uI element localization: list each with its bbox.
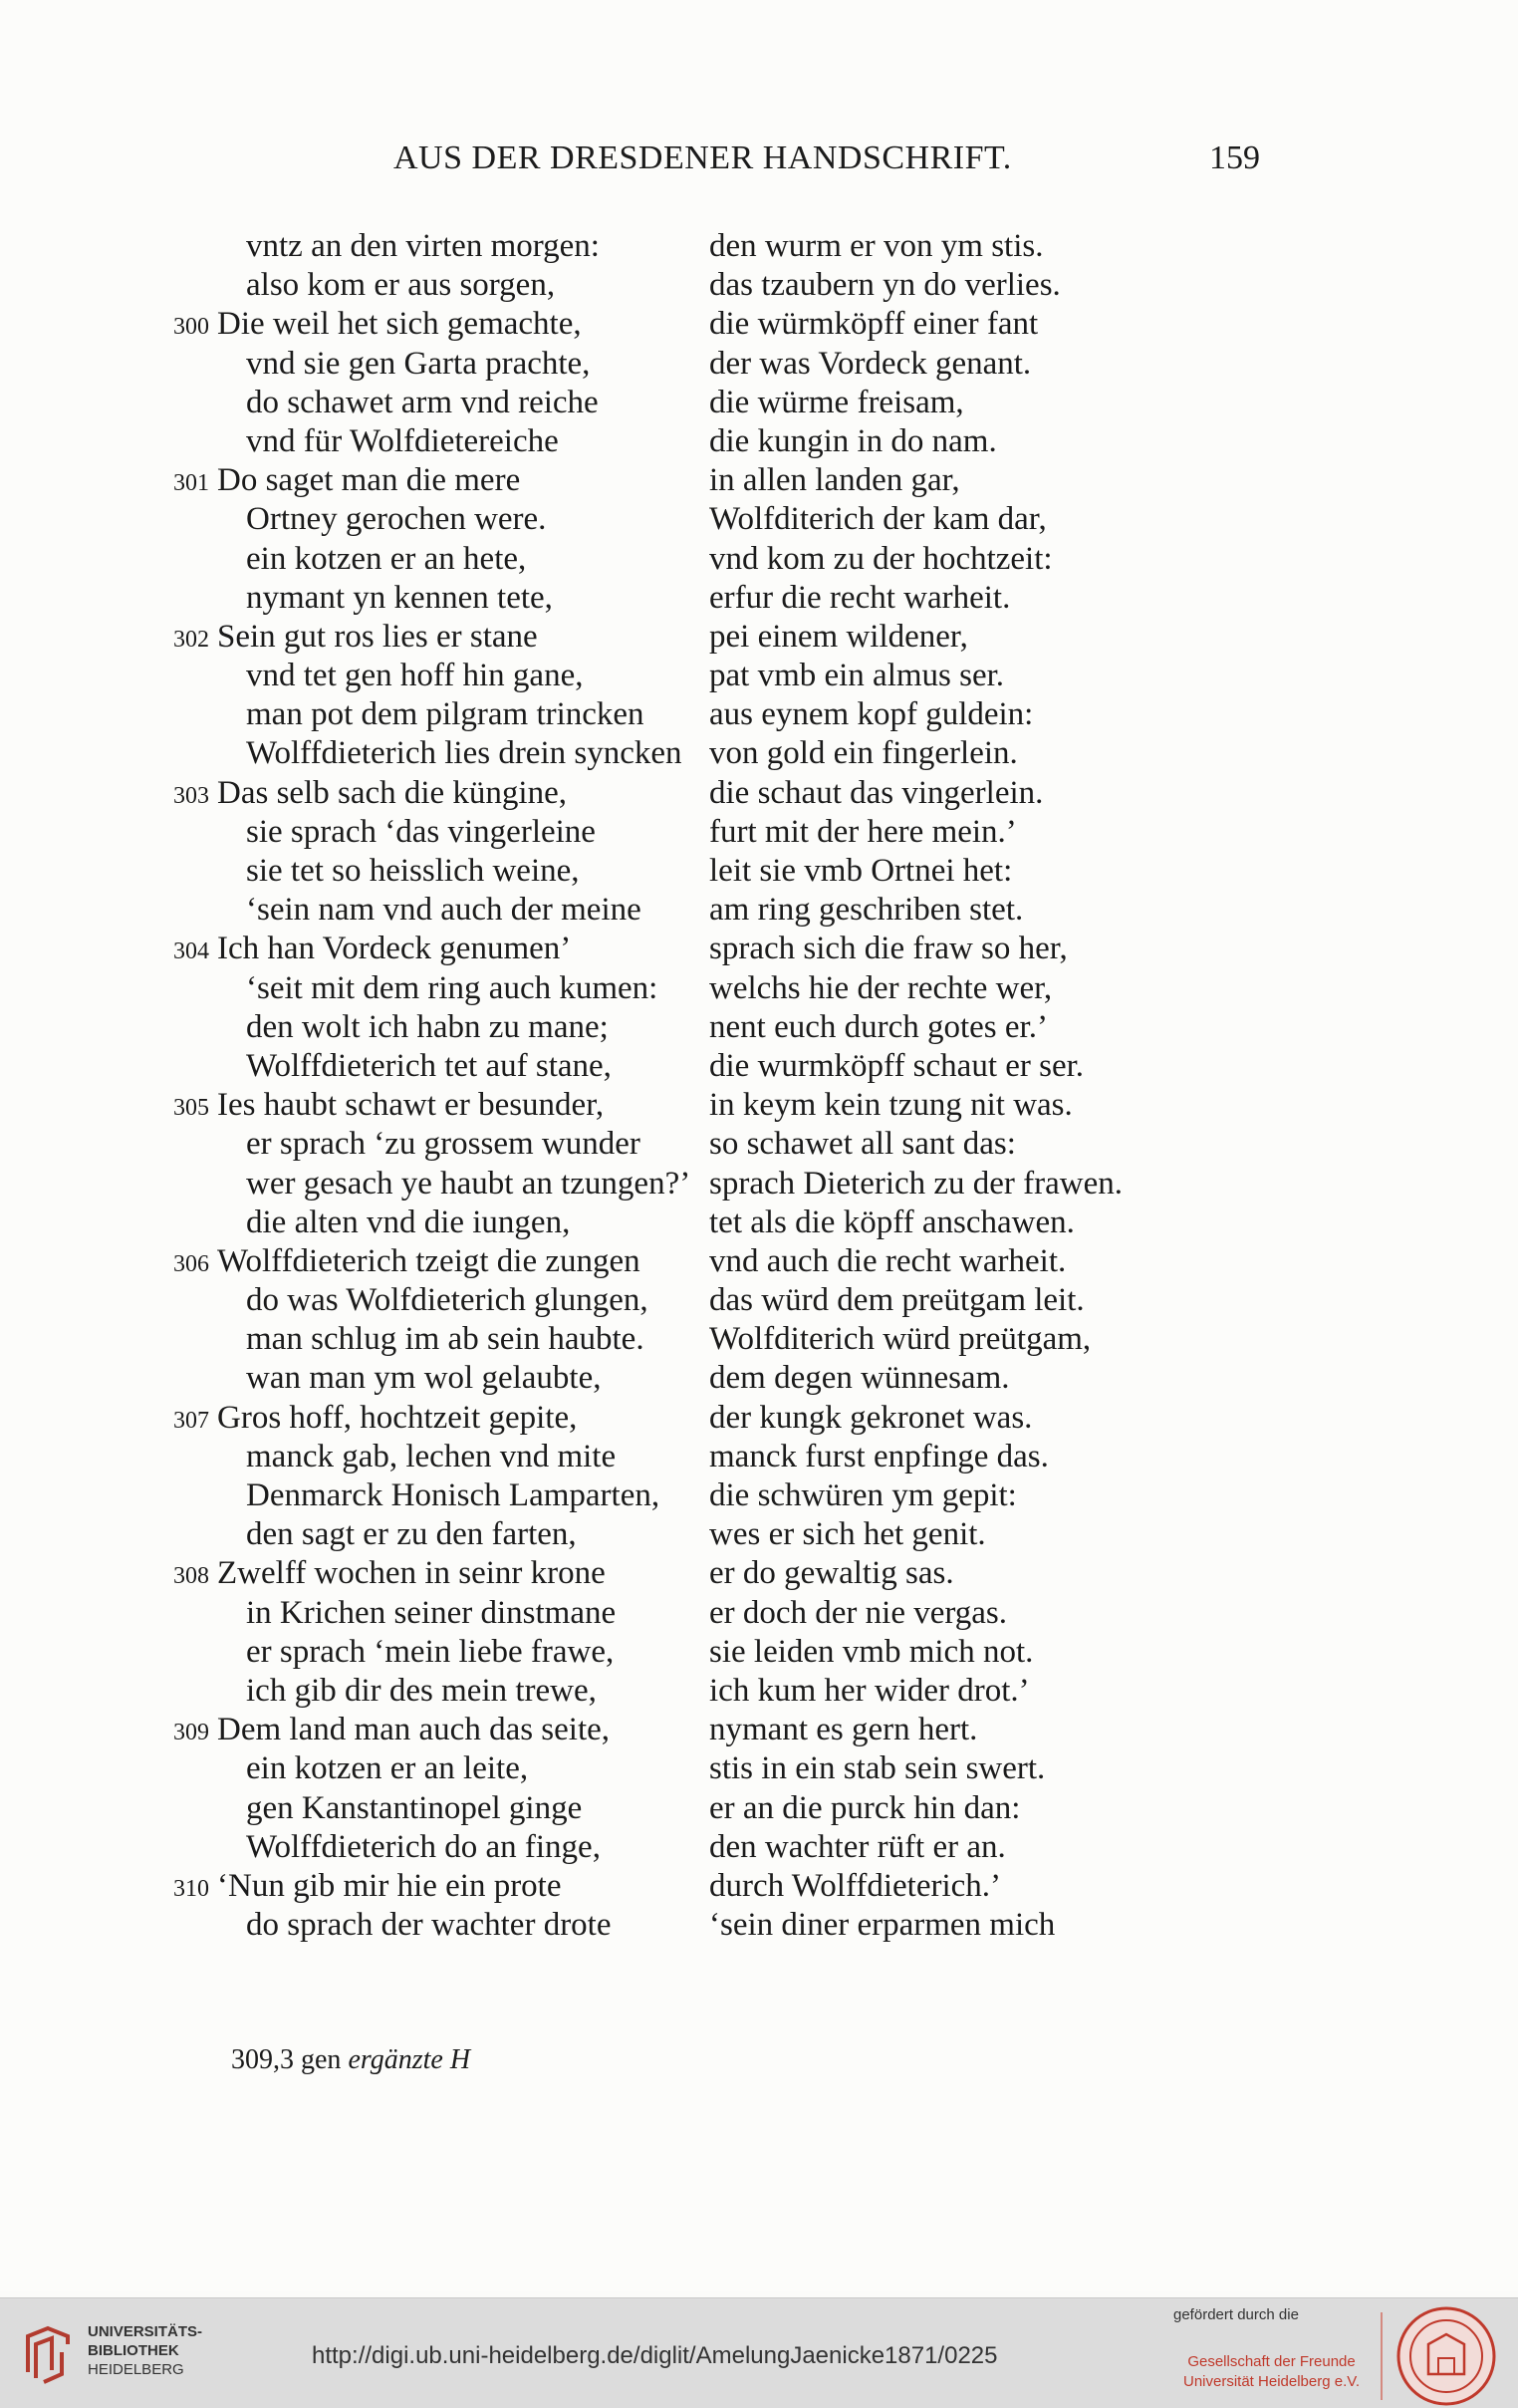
library-line-1: UNIVERSITÄTS- <box>88 2323 203 2340</box>
verse-second-half: manck furst enpfinge das. <box>709 1438 1049 1474</box>
verse-second-half: den wachter rüft er an. <box>709 1828 1006 1865</box>
verse-second-half: in allen landen gar, <box>709 462 960 499</box>
verse-second-half: so schawet all sant das: <box>709 1126 1016 1163</box>
verse-line <box>0 1515 1518 1554</box>
footnote-ref: 309,3 gen <box>231 2044 342 2075</box>
verse-first-half: Denmarck Honisch Lamparten, <box>246 1477 660 1513</box>
verse-first-half: also kom er aus sorgen, <box>246 267 556 304</box>
verse-line <box>0 1242 1518 1281</box>
verse-second-half: aus eynem kopf guldein: <box>709 696 1034 733</box>
verse-second-half: sprach sich die fraw so her, <box>709 931 1068 967</box>
verse-line <box>0 1554 1518 1593</box>
verse-first-half: Wolffdieterich tzeigt die zungen <box>217 1242 640 1279</box>
verse-first-half: Die weil het sich gemachte, <box>217 306 582 343</box>
viewer-footer <box>0 2297 1518 2408</box>
footer-divider <box>1381 2312 1383 2400</box>
verse-first-half: den wolt ich habn zu mane; <box>246 1008 609 1045</box>
verse-second-half: der kungk gekronet was. <box>709 1399 1033 1436</box>
verse-line <box>0 1828 1518 1867</box>
verse-first-half: Ies haubt schawt er besunder, <box>217 1087 605 1124</box>
verse-first-half: sie tet so heisslich weine, <box>246 853 580 889</box>
stanza-number: 309 <box>173 1720 209 1746</box>
verse-second-half: stis in ein stab sein swert. <box>709 1750 1046 1787</box>
stanza-number: 306 <box>173 1250 209 1277</box>
stanza-number: 308 <box>173 1563 209 1590</box>
verse-first-half: Gros hoff, hochtzeit gepite, <box>217 1399 578 1436</box>
verse-second-half: die kungin in do nam. <box>709 422 997 459</box>
verse-second-half: die würme freisam, <box>709 384 964 420</box>
verse-first-half: wan man ym wol gelaubte, <box>246 1360 602 1397</box>
verse-first-half: Wolffdieterich lies drein syncken <box>246 735 682 772</box>
verse-first-half: Sein gut ros lies er stane <box>217 618 538 655</box>
stanza-number: 303 <box>173 782 209 809</box>
verse-second-half: sie leiden vmb mich not. <box>709 1633 1034 1670</box>
verse-second-half: pei einem wildener, <box>709 618 968 655</box>
verse-first-half: vnd für Wolfdietereiche <box>246 422 559 459</box>
verse-second-half: erfur die recht warheit. <box>709 579 1011 616</box>
sponsor-name[interactable] <box>1183 2352 1360 2392</box>
verse-line <box>0 266 1518 305</box>
verse-first-half: Wolffdieterich do an finge, <box>246 1828 601 1865</box>
stanza-number: 300 <box>173 314 209 341</box>
verse-second-half: Wolfditerich der kam dar, <box>709 501 1047 538</box>
verse-line <box>0 579 1518 618</box>
verse-line <box>0 1281 1518 1320</box>
verse-first-half: do schawet arm vnd reiche <box>246 384 599 420</box>
stanza-number: 305 <box>173 1095 209 1122</box>
verse-second-half: wes er sich het genit. <box>709 1516 986 1553</box>
verse-line <box>0 1749 1518 1788</box>
verse-second-half: ich kum her wider drot.’ <box>709 1672 1030 1709</box>
verse-line <box>0 345 1518 384</box>
stanza-number: 302 <box>173 626 209 653</box>
verse-second-half: das tzaubern yn do verlies. <box>709 267 1061 304</box>
verse-first-half: den sagt er zu den farten, <box>246 1516 577 1553</box>
verse-second-half: pat vmb ein almus ser. <box>709 658 1005 694</box>
verse-first-half: man pot dem pilgram trincken <box>246 696 644 733</box>
verse-second-half: leit sie vmb Ortnei het: <box>709 853 1013 889</box>
verse-second-half: welchs hie der rechte wer, <box>709 969 1053 1006</box>
verse-second-half: er doch der nie vergas. <box>709 1594 1008 1631</box>
library-line-3: HEIDELBERG <box>88 2361 184 2378</box>
verse-second-half: in keym kein tzung nit was. <box>709 1087 1073 1124</box>
verse-second-half: tet als die köpff anschawen. <box>709 1204 1075 1240</box>
verse-first-half: ‘Nun gib mir hie ein prote <box>217 1867 562 1904</box>
verse-first-half: vnd tet gen hoff hin gane, <box>246 658 584 694</box>
page-header <box>393 139 1260 187</box>
verse-first-half: ich gib dir des mein trewe, <box>246 1672 597 1709</box>
verse-second-half: von gold ein fingerlein. <box>709 735 1018 772</box>
verse-first-half: er sprach ‘mein liebe frawe, <box>246 1633 615 1670</box>
verse-first-half: vntz an den virten morgen: <box>246 228 600 264</box>
sponsor-line-2: Universität Heidelberg e.V. <box>1183 2373 1361 2390</box>
verse-line <box>0 227 1518 266</box>
verse-line <box>0 1359 1518 1398</box>
verse-second-half: der was Vordeck genant. <box>709 345 1032 382</box>
verse-line <box>0 852 1518 891</box>
verse-line <box>0 813 1518 852</box>
verse-second-half: er do gewaltig sas. <box>709 1555 954 1592</box>
verse-line <box>0 891 1518 930</box>
university-seal-icon <box>1394 2304 1498 2408</box>
verse-second-half: die schaut das vingerlein. <box>709 774 1044 811</box>
verse-first-half: ‘seit mit dem ring auch kumen: <box>246 969 658 1006</box>
verse-first-half: Zwelff wochen in seinr krone <box>217 1555 606 1592</box>
verse-line <box>0 1165 1518 1204</box>
verse-first-half: er sprach ‘zu grossem wunder <box>246 1126 640 1163</box>
verse-second-half: durch Wolffdieterich.’ <box>709 1867 1002 1904</box>
verse-second-half: ‘sein diner erparmen mich <box>709 1907 1056 1944</box>
sponsor-line-1: Gesellschaft der Freunde <box>1187 2353 1356 2370</box>
verse-first-half: wer gesach ye haubt an tzungen?’ <box>246 1165 691 1202</box>
verse-first-half: man schlug im ab sein haubte. <box>246 1321 644 1358</box>
verse-first-half: Ich han Vordeck genumen’ <box>217 931 572 967</box>
verse-first-half: Wolffdieterich tet auf stane, <box>246 1047 612 1084</box>
sponsor-label: gefördert durch die <box>1173 2306 1299 2323</box>
verse-second-half: das würd dem preütgam leit. <box>709 1282 1085 1319</box>
verse-line <box>0 618 1518 657</box>
verse-second-half: den wurm er von ym stis. <box>709 228 1044 264</box>
verse-second-half: furt mit der here mein.’ <box>709 813 1017 850</box>
verse-line <box>0 1672 1518 1711</box>
footnote <box>231 2044 470 2076</box>
verse-line <box>0 1476 1518 1515</box>
verse-first-half: Do saget man die mere <box>217 462 521 499</box>
verse-first-half: ‘sein nam vnd auch der meine <box>246 892 641 929</box>
verse-line <box>0 1438 1518 1476</box>
verse-line <box>0 774 1518 813</box>
library-name[interactable] <box>88 2322 202 2379</box>
verse-second-half: die wurmköpff schaut er ser. <box>709 1047 1085 1084</box>
ub-heidelberg-logo-icon[interactable] <box>18 2322 82 2386</box>
verse-first-half: sie sprach ‘das vingerleine <box>246 813 596 850</box>
verse-second-half: vnd kom zu der hochtzeit: <box>709 540 1053 577</box>
stanza-number: 301 <box>173 470 209 497</box>
verse-line <box>0 1906 1518 1945</box>
verse-first-half: ein kotzen er an hete, <box>246 540 527 577</box>
verse-first-half: vnd sie gen Garta prachte, <box>246 345 591 382</box>
verse-line <box>0 1711 1518 1749</box>
verse-second-half: sprach Dieterich zu der frawen. <box>709 1165 1124 1202</box>
verse-line <box>0 1320 1518 1359</box>
verse-line <box>0 969 1518 1008</box>
verse-line <box>0 1047 1518 1086</box>
verse-line <box>0 695 1518 734</box>
page-number: 159 <box>1209 139 1260 176</box>
verse-second-half: dem degen wünnesam. <box>709 1360 1010 1397</box>
footnote-note: ergänzte H <box>348 2044 471 2075</box>
verse-line <box>0 1594 1518 1633</box>
verse-first-half: manck gab, lechen vnd mite <box>246 1438 617 1474</box>
stanza-number: 310 <box>173 1875 209 1902</box>
verse-first-half: Dem land man auch das seite, <box>217 1712 611 1748</box>
verse-second-half: die schwüren ym gepit: <box>709 1477 1017 1513</box>
verse-line <box>0 657 1518 695</box>
verse-line <box>0 1086 1518 1125</box>
verse-line <box>0 930 1518 968</box>
stanza-number: 307 <box>173 1407 209 1434</box>
verse-first-half: Das selb sach die küngine, <box>217 774 567 811</box>
verse-line <box>0 1125 1518 1164</box>
verse-text <box>0 227 1518 1945</box>
library-line-2: BIBLIOTHEK <box>88 2342 179 2359</box>
verse-first-half: do was Wolfdieterich glungen, <box>246 1282 648 1319</box>
verse-first-half: in Krichen seiner dinstmane <box>246 1594 617 1631</box>
running-title: AUS DER DRESDENER HANDSCHRIFT. <box>393 139 1012 176</box>
verse-first-half: nymant yn kennen tete, <box>246 579 553 616</box>
verse-line <box>0 1633 1518 1672</box>
verse-first-half: gen Kanstantinopel ginge <box>246 1789 583 1826</box>
verse-line <box>0 1008 1518 1047</box>
verse-first-half: ein kotzen er an leite, <box>246 1750 529 1787</box>
verse-first-half: die alten vnd die iungen, <box>246 1204 571 1240</box>
verse-line <box>0 1867 1518 1906</box>
verse-first-half: Ortney gerochen were. <box>246 501 547 538</box>
verse-line <box>0 540 1518 579</box>
verse-second-half: Wolfditerich würd preütgam, <box>709 1321 1092 1358</box>
verse-line <box>0 500 1518 539</box>
permalink-url[interactable]: http://digi.ub.uni-heidelberg.de/diglit/AmelungJaenicke1871/0225 <box>312 2342 998 2369</box>
verse-line <box>0 1399 1518 1438</box>
verse-second-half: vnd auch die recht warheit. <box>709 1242 1067 1279</box>
verse-line <box>0 305 1518 344</box>
verse-line <box>0 1789 1518 1828</box>
verse-line <box>0 1204 1518 1242</box>
stanza-number: 304 <box>173 938 209 965</box>
verse-second-half: die würmköpff einer fant <box>709 306 1039 343</box>
verse-second-half: nymant es gern hert. <box>709 1712 978 1748</box>
verse-second-half: er an die purck hin dan: <box>709 1789 1021 1826</box>
verse-line <box>0 734 1518 773</box>
verse-line <box>0 384 1518 422</box>
verse-line <box>0 461 1518 500</box>
verse-second-half: nent euch durch gotes er.’ <box>709 1008 1048 1045</box>
verse-second-half: am ring geschriben stet. <box>709 892 1024 929</box>
verse-first-half: do sprach der wachter drote <box>246 1907 612 1944</box>
verse-line <box>0 422 1518 461</box>
